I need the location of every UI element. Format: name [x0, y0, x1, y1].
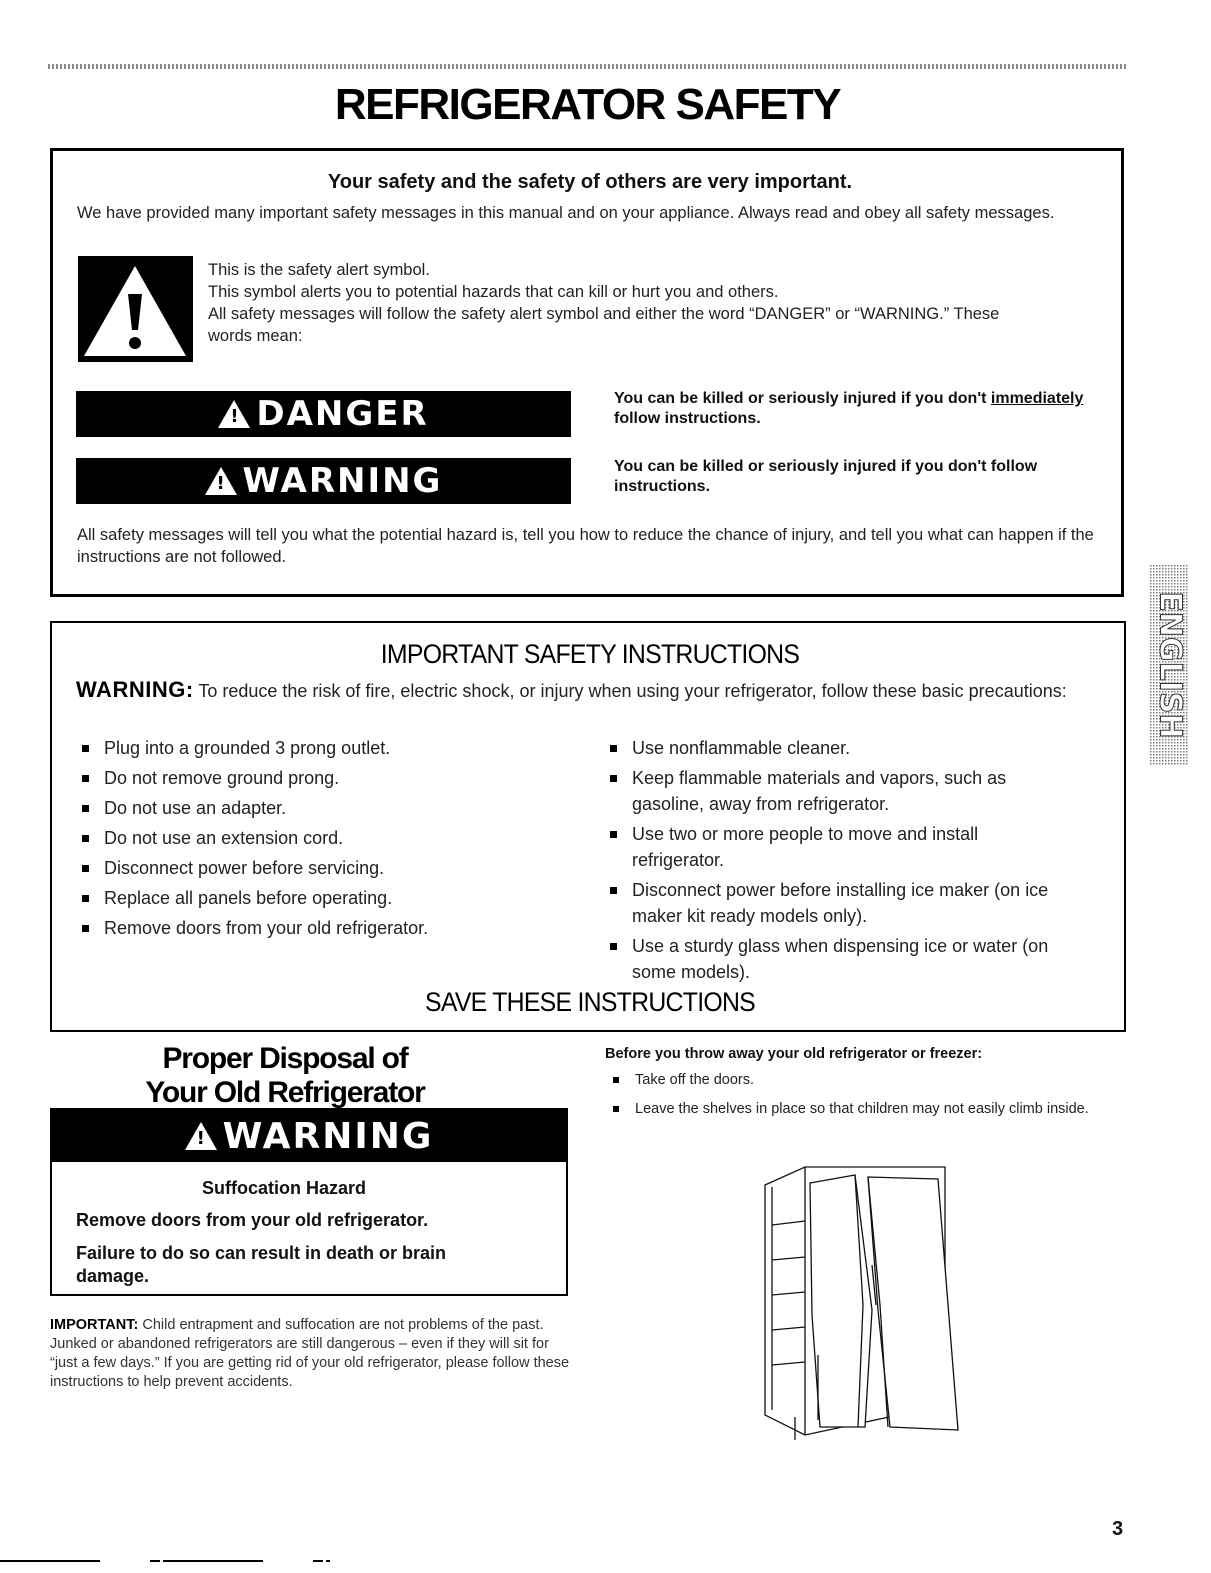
suffocation-warning-box — [50, 1108, 568, 1296]
list-item: Replace all panels before operating. — [74, 885, 554, 911]
list-item: Remove doors from your old refrigerator. — [74, 915, 554, 941]
instructions-title: IMPORTANT SAFETY INSTRUCTIONS — [380, 639, 800, 669]
safety-heading: Your safety and the safety of others are very important. — [327, 171, 853, 193]
list-item: Use two or more people to move and install refrigerator. — [602, 821, 1072, 873]
list-item: Keep flammable materials and vapors, such as gasoline, away from refrigerator. — [602, 765, 1072, 817]
danger-description — [614, 389, 1094, 429]
warning-banner — [52, 1110, 566, 1162]
danger-label: DANGER — [256, 394, 429, 434]
hazard-instruction: Remove doors from your old refrigerator. — [76, 1210, 429, 1230]
hazard-name: Suffocation Hazard — [201, 1178, 366, 1198]
safety-intro: We have provided many important safety messages in this manual and on your appliance. Always read and obey all safety messages. — [77, 204, 1055, 222]
alert-explanation — [208, 259, 1008, 347]
list-item: Do not use an extension cord. — [74, 825, 554, 851]
instructions-warning-label: WARNING: — [76, 677, 194, 702]
warning-triangle-icon — [205, 467, 237, 495]
instructions-warning-text: To reduce the risk of fire, electric shock, or injury when using your refrigerator, follow these basic precautions: — [193, 681, 1067, 701]
warning-label: WARNING — [222, 1115, 434, 1157]
language-side-tab — [1150, 565, 1188, 765]
safety-outro: All safety messages will tell you what the potential hazard is, tell you how to reduce the chance of injury, and tell you what can happen if the instructions are not followed. — [77, 526, 1094, 566]
disposal-title-line: Proper Disposal of — [162, 1042, 408, 1075]
danger-text-emphasis: immediately — [990, 390, 1084, 407]
list-item: Disconnect power before servicing. — [74, 855, 554, 881]
list-item: Use nonflammable cleaner. — [602, 735, 1072, 761]
warning-triangle-icon — [185, 1122, 217, 1150]
list-item: Plug into a grounded 3 prong outlet. — [74, 735, 554, 761]
danger-banner — [76, 391, 571, 437]
bottom-rule — [0, 1560, 330, 1562]
safety-box — [50, 148, 1124, 597]
warning-triangle-icon — [218, 400, 250, 428]
list-item: Do not use an adapter. — [74, 795, 554, 821]
hazard-consequence: Failure to do so can result in death or brain damage. — [76, 1243, 447, 1286]
danger-text-part: follow instructions. — [614, 410, 761, 427]
before-disposal-list — [605, 1071, 1125, 1129]
top-rule — [48, 64, 1128, 69]
side-tab-label: ENGLISH — [1152, 591, 1188, 739]
warning-description: You can be killed or seriously injured if you don't follow instructions. — [614, 458, 1038, 495]
disposal-title — [55, 1042, 515, 1110]
safety-alert-symbol-icon — [78, 256, 193, 362]
important-text: Child entrapment and suffocation are not problems of the past. Junked or abandoned refrigerators are still dangerous – even if they will sit for “just a few days.” If you are getting rid of your old refrigerator, please follow these instructions to help prevent accidents. — [50, 1317, 570, 1390]
list-item: Use a sturdy glass when dispensing ice or water (on some models). — [602, 933, 1072, 985]
disposal-title-line: Your Old Refrigerator — [145, 1076, 425, 1109]
alert-line: This symbol alerts you to potential hazards that can kill or hurt you and others. — [208, 283, 779, 301]
before-disposal-heading: Before you throw away your old refrigerator or freezer: — [605, 1046, 983, 1062]
danger-text-part: You can be killed or seriously injured if you don't — [614, 390, 991, 407]
list-item: Disconnect power before installing ice maker (on ice maker kit ready models only). — [602, 877, 1072, 929]
warning-banner — [76, 458, 571, 504]
precautions-list-right — [602, 735, 1072, 989]
list-item: Leave the shelves in place so that children may not easily climb inside. — [605, 1100, 1125, 1119]
alert-line: This is the safety alert symbol. — [208, 261, 430, 279]
list-item: Do not remove ground prong. — [74, 765, 554, 791]
refrigerator-doors-open-illustration — [760, 1165, 965, 1440]
important-label: IMPORTANT: — [50, 1317, 139, 1333]
save-instructions-heading: SAVE THESE INSTRUCTIONS — [425, 987, 755, 1017]
warning-label: WARNING — [242, 461, 443, 501]
instructions-box — [50, 621, 1126, 1032]
instructions-warning — [76, 678, 1106, 703]
alert-line: All safety messages will follow the safety alert symbol and either the word “DANGER” or “WARNING.” These words mean: — [208, 305, 1000, 345]
important-note — [50, 1316, 570, 1392]
list-item: Take off the doors. — [605, 1071, 1125, 1090]
page-number: 3 — [1112, 1518, 1124, 1540]
page-title: REFRIGERATOR SAFETY — [334, 80, 841, 129]
precautions-list-left — [74, 735, 554, 945]
